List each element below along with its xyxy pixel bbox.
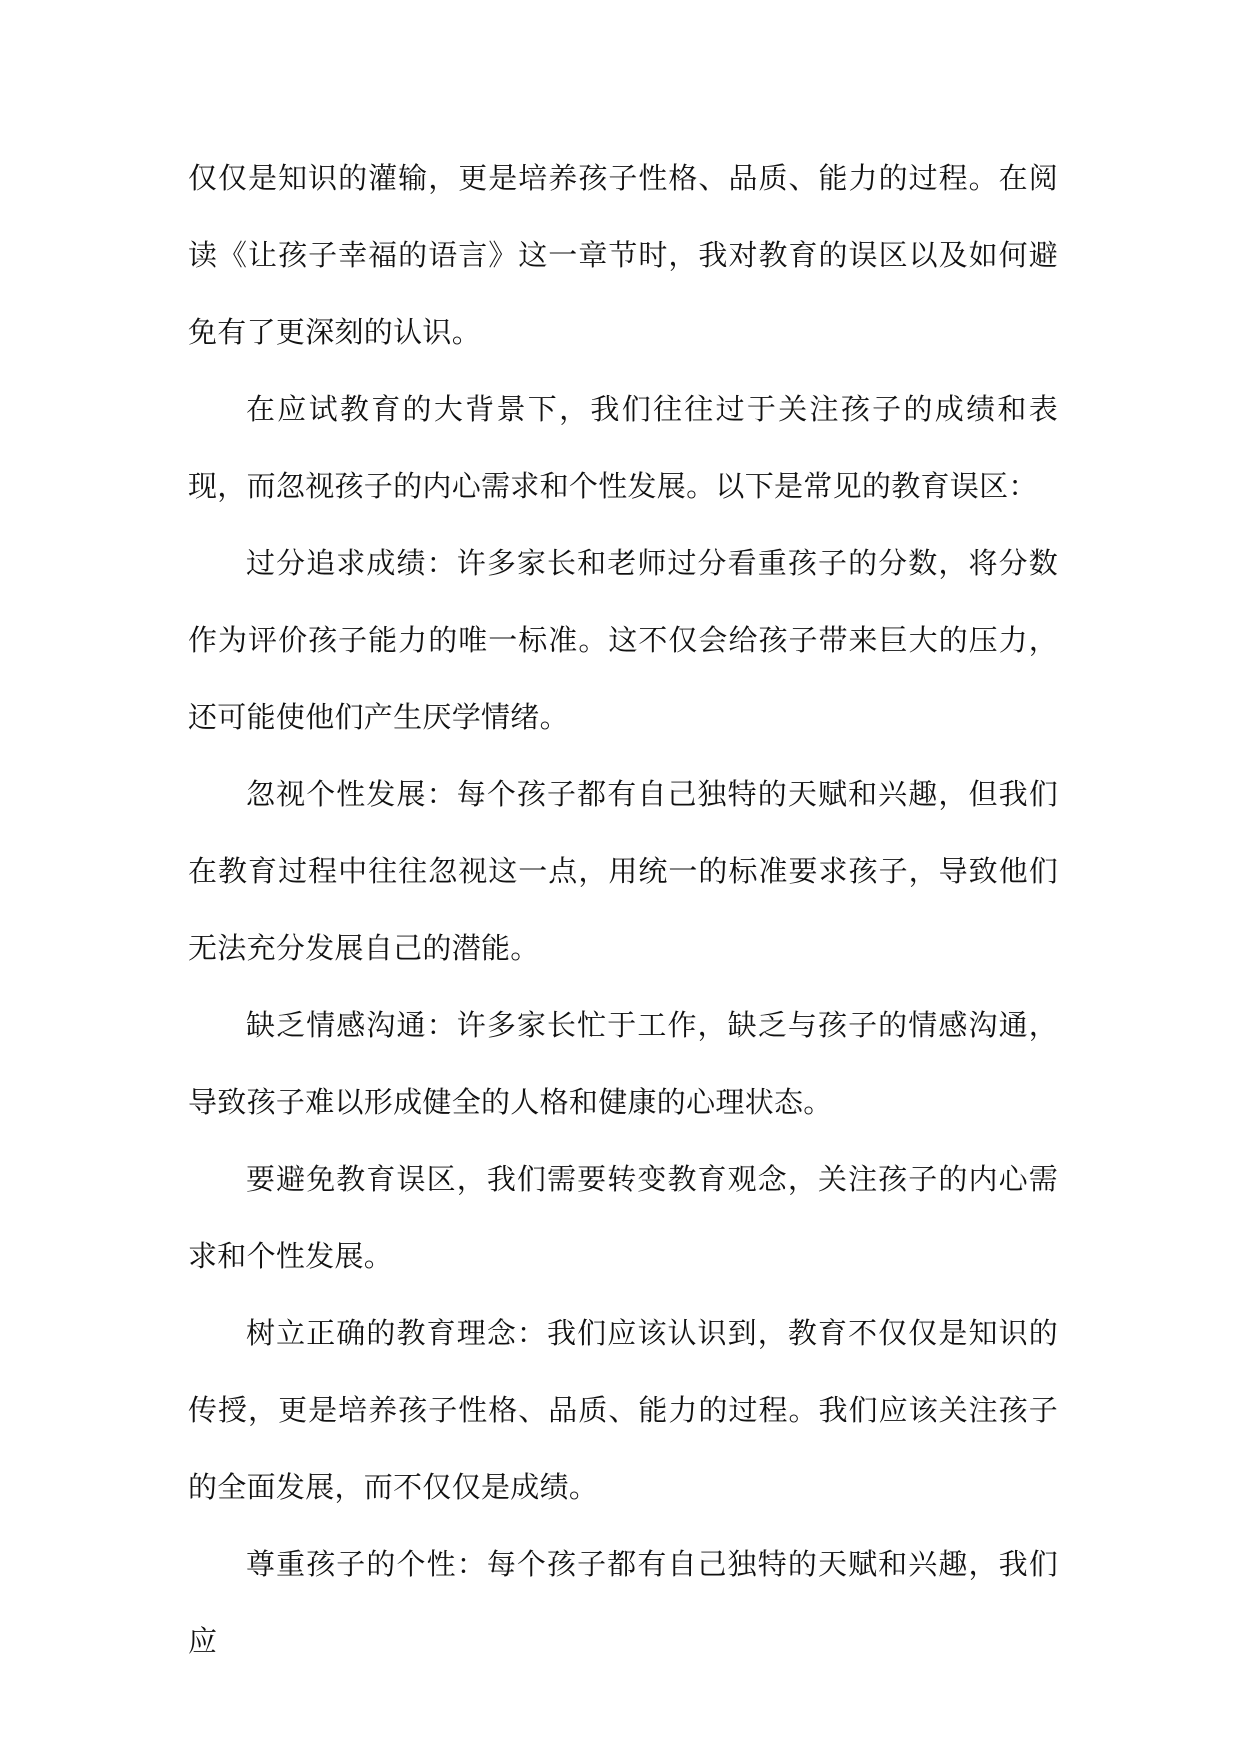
paragraph-8: 尊重孩子的个性：每个孩子都有自己独特的天赋和兴趣，我们应 [188, 1547, 1058, 1658]
paragraph-3: 过分追求成绩：许多家长和老师过分看重孩子的分数，将分数作为评价孩子能力的唯一标准。这不仅会给孩子带来巨大的压力，还可能使他们产生厌学情绪。 [188, 546, 1058, 734]
paragraph-5: 缺乏情感沟通：许多家长忙于工作，缺乏与孩子的情感沟通，导致孩子难以形成健全的人格和健康的心理状态。 [188, 1008, 1058, 1119]
paragraph-4: 忽视个性发展：每个孩子都有自己独特的天赋和兴趣，但我们在教育过程中往往忽视这一点，用统一的标准要求孩子，导致他们无法充分发展自己的潜能。 [188, 777, 1058, 965]
paragraph-7: 树立正确的教育理念：我们应该认识到，教育不仅仅是知识的传授，更是培养孩子性格、品质、能力的过程。我们应该关注孩子的全面发展，而不仅仅是成绩。 [188, 1316, 1058, 1504]
document-body [188, 140, 1058, 1680]
paragraph-1: 仅仅是知识的灌输，更是培养孩子性格、品质、能力的过程。在阅读《让孩子幸福的语言》这一章节时，我对教育的误区以及如何避免有了更深刻的认识。 [188, 161, 1058, 349]
paragraph-2: 在应试教育的大背景下，我们往往过于关注孩子的成绩和表现，而忽视孩子的内心需求和个性发展。以下是常见的教育误区： [188, 392, 1058, 503]
paragraph-6: 要避免教育误区，我们需要转变教育观念，关注孩子的内心需求和个性发展。 [188, 1162, 1058, 1273]
